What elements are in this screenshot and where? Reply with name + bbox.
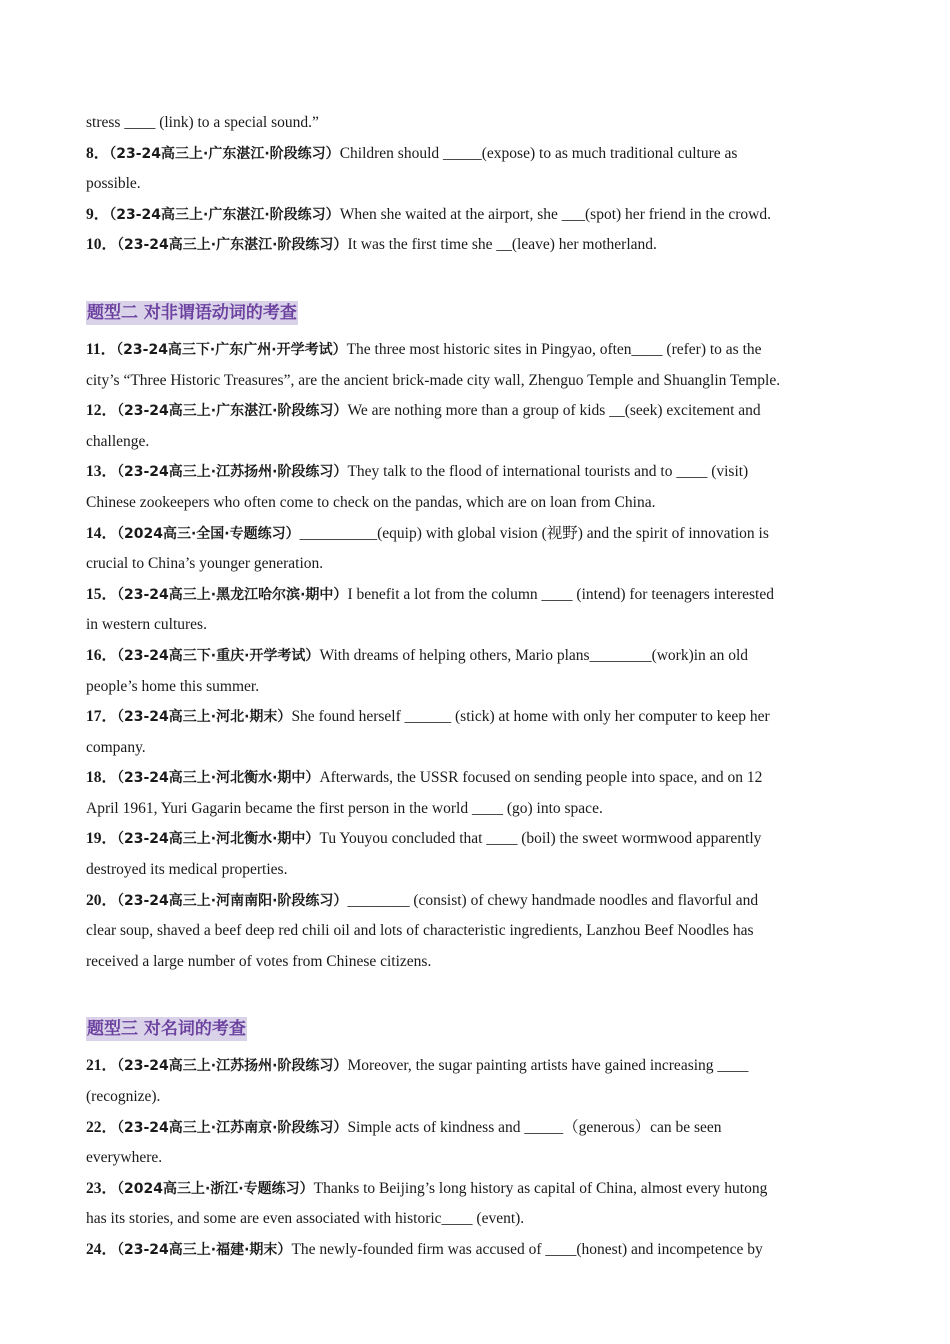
question-block-mid (86, 335, 856, 977)
question-text: everywhere. (86, 1149, 163, 1167)
question-source: （23-24高三上·福建·期末） (117, 1242, 292, 1258)
question-number: 10． (86, 236, 118, 254)
section-heading-2 (86, 301, 856, 327)
question-text: (recognize). (86, 1088, 161, 1106)
question-source: （2024高三上·浙江·专题练习） (117, 1180, 314, 1197)
question-text: Simple acts of kindness and _____（generous）can be seen (347, 1118, 722, 1136)
question-text: Thanks to Beijing’s long history as capital of China, almost every hutong (313, 1179, 768, 1197)
question-text: people’s home this summer. (86, 677, 260, 695)
question-text: The three most historic sites in Pingyao, often____ (refer) to as the (346, 340, 762, 358)
question-continuation (86, 169, 856, 200)
question-line (86, 702, 856, 733)
question-number: 22． (86, 1118, 118, 1136)
question-continuation (86, 549, 856, 580)
question-line (86, 519, 856, 550)
question-continuation (86, 488, 856, 519)
question-source: （23-24高三上·江苏南京·阶段练习） (117, 1119, 348, 1136)
question-source: （23-24高三上·广东湛江·阶段练习） (117, 403, 348, 420)
question-text: They talk to the flood of international tourists and to ____ (visit) (347, 463, 749, 481)
question-line (86, 824, 856, 855)
question-text: __________(equip) with global vision (视野) and the spirit of innovation is (299, 524, 769, 542)
question-continuation (86, 1204, 856, 1235)
question-line (86, 139, 856, 170)
question-source: （23-24高三上·江苏扬州·阶段练习） (117, 1058, 348, 1075)
question-line (86, 1174, 856, 1205)
question-continuation (86, 427, 856, 458)
question-line (86, 396, 856, 427)
question-number: 21． (86, 1057, 118, 1075)
question-source: （23-24高三上·广东湛江·阶段练习） (109, 145, 340, 162)
question-text: When she waited at the airport, she ___(spot) her friend in the crowd. (339, 205, 771, 223)
question-line (86, 580, 856, 611)
question-continuation (86, 108, 856, 139)
question-text: received a large number of votes from Chinese citizens. (86, 952, 432, 970)
question-text: stress ____ (link) to a special sound.” (86, 114, 319, 131)
question-source: （23-24高三下·重庆·开学考试） (117, 647, 320, 664)
question-text: challenge. (86, 432, 150, 450)
question-text: city’s “Three Historic Treasures”, are the ancient brick-made city wall, Zhenguo Temple and Shuanglin Temple. (86, 371, 781, 389)
question-number: 16． (86, 646, 118, 664)
question-line (86, 200, 856, 231)
question-text: Moreover, the sugar painting artists have gained increasing ____ (347, 1057, 749, 1075)
question-continuation (86, 855, 856, 886)
question-number: 20． (86, 891, 118, 909)
question-block-top (86, 108, 856, 261)
question-number: 14． (86, 524, 118, 542)
question-source: （23-24高三下·广东广州·开学考试） (116, 341, 347, 358)
question-continuation (86, 610, 856, 641)
question-line (86, 1113, 856, 1144)
question-text: Chinese zookeepers who often come to check on the pandas, which are on loan from China. (86, 493, 656, 511)
question-source: （23-24高三上·河南南阳·阶段练习） (117, 892, 348, 909)
question-source: （23-24高三上·广东湛江·阶段练习） (109, 206, 340, 223)
question-text: company. (86, 738, 146, 756)
question-line (86, 457, 856, 488)
question-line (86, 230, 856, 261)
question-number: 17． (86, 708, 118, 726)
question-source: （23-24高三上·江苏扬州·阶段练习） (117, 464, 348, 481)
question-line (86, 335, 856, 366)
question-source: （23-24高三上·广东湛江·阶段练习） (117, 237, 348, 254)
question-source: （23-24高三上·河北衡水·期中） (117, 770, 320, 787)
question-line (86, 886, 856, 917)
question-source: （23-24高三上·河北衡水·期中） (117, 831, 320, 848)
document-page (86, 108, 856, 1266)
question-text: ________ (consist) of chewy handmade noodles and flavorful and (347, 891, 759, 909)
question-text: It was the first time she __(leave) her motherland. (347, 236, 657, 254)
question-number: 12． (86, 402, 118, 420)
question-number: 9． (86, 205, 110, 223)
question-number: 11． (86, 340, 117, 358)
question-number: 18． (86, 769, 118, 787)
question-continuation (86, 672, 856, 703)
question-number: 15． (86, 585, 118, 603)
question-block-bottom (86, 1051, 856, 1265)
question-continuation (86, 366, 856, 397)
question-number: 19． (86, 830, 118, 848)
question-line (86, 641, 856, 672)
question-text: has its stories, and some are even associated with historic____ (event). (86, 1210, 525, 1228)
question-text: I benefit a lot from the column ____ (intend) for teenagers interested (347, 585, 774, 603)
question-continuation (86, 947, 856, 978)
question-line (86, 763, 856, 794)
question-line (86, 1235, 856, 1266)
question-text: With dreams of helping others, Mario plans________(work)in an old (319, 646, 748, 664)
question-continuation (86, 733, 856, 764)
question-text: Afterwards, the USSR focused on sending people into space, and on 12 (319, 769, 763, 787)
question-text: destroyed its medical properties. (86, 861, 288, 879)
question-text: clear soup, shaved a beef deep red chili oil and lots of characteristic ingredients, Lanzhou Beef Noodles has (86, 922, 754, 940)
question-text: April 1961, Yuri Gagarin became the first person in the world ____ (go) into space. (86, 799, 603, 817)
question-continuation (86, 1143, 856, 1174)
section-title: 题型三 对名词的考查 (87, 1019, 246, 1040)
question-number: 23． (86, 1179, 118, 1197)
question-text: Tu Youyou concluded that ____ (boil) the sweet wormwood apparently (319, 830, 762, 848)
question-number: 13． (86, 463, 118, 481)
question-text: Children should _____(expose) to as much traditional culture as (339, 144, 738, 162)
question-text: crucial to China’s younger generation. (86, 555, 324, 573)
question-continuation (86, 916, 856, 947)
question-text: She found herself ______ (stick) at home with only her computer to keep her (291, 708, 770, 726)
question-text: The newly-founded firm was accused of ____(honest) and incompetence by (291, 1241, 763, 1258)
section-heading-3 (86, 1017, 856, 1043)
section-title: 题型二 对非谓语动词的考查 (87, 302, 297, 323)
question-text: possible. (86, 175, 141, 193)
question-text: in western cultures. (86, 616, 207, 634)
question-number: 24． (86, 1241, 118, 1258)
question-line (86, 1051, 856, 1082)
question-continuation (86, 794, 856, 825)
question-source: （23-24高三上·黑龙江哈尔滨·期中） (117, 586, 348, 603)
question-continuation (86, 1082, 856, 1113)
question-source: （2024高三·全国·专题练习） (117, 525, 300, 542)
question-text: We are nothing more than a group of kids __(seek) excitement and (347, 402, 761, 420)
question-number: 8． (86, 144, 110, 162)
question-source: （23-24高三上·河北·期末） (117, 709, 292, 726)
